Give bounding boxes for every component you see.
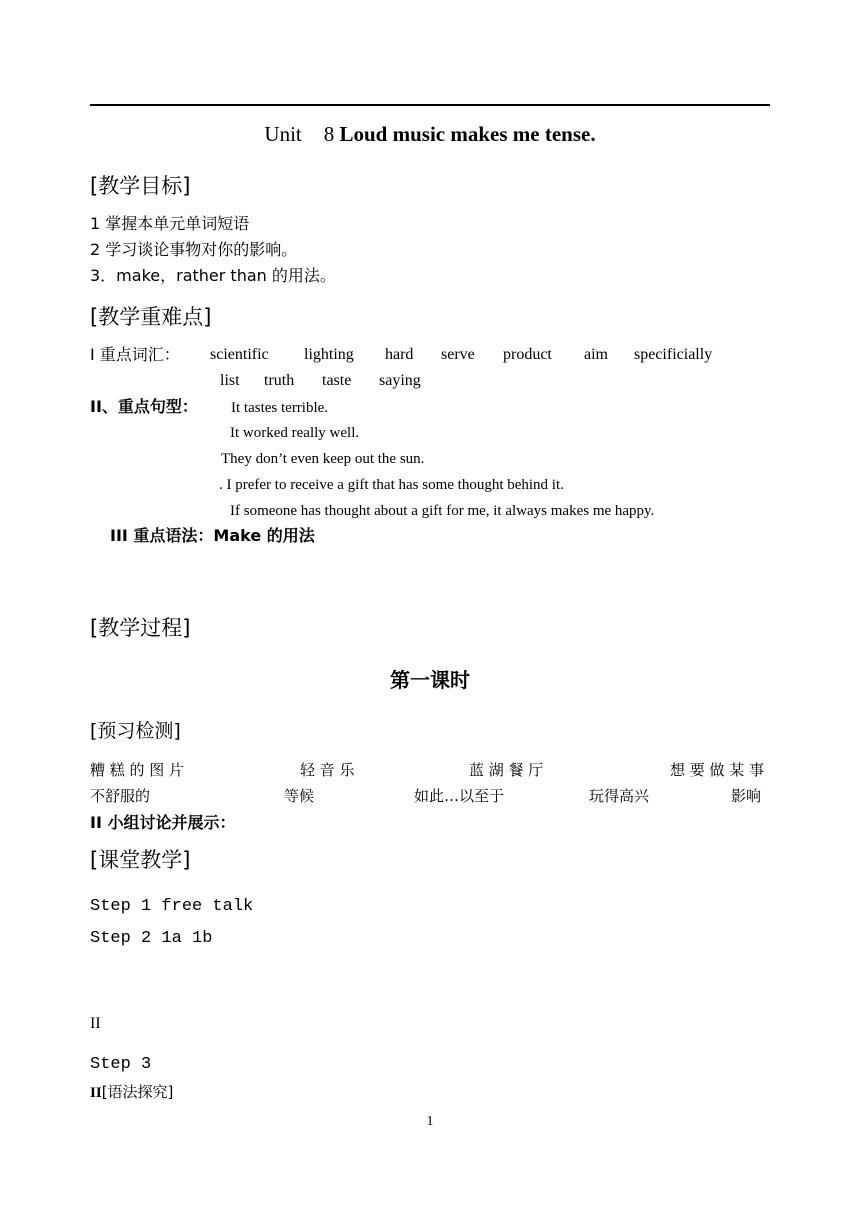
preview-word: 蓝 湖 餐 厅 [469, 761, 544, 779]
section-objectives: [教学目标] [90, 174, 191, 198]
title-text: Loud music makes me tense. [339, 122, 596, 146]
preview-word: 影响 [731, 787, 762, 805]
vocab-word: aim [584, 346, 608, 363]
vocab-word: product [503, 346, 552, 363]
grammar-explore-label: [语法探究] [101, 1083, 174, 1101]
sentence-1: It tastes terrible. [231, 400, 329, 416]
vocab-word: saying [379, 372, 421, 389]
objective-3: 3．make，rather than 的用法。 [90, 266, 336, 285]
vocab-label: I 重点词汇： [90, 345, 180, 364]
lesson-title: 第一课时 [390, 668, 470, 692]
section-process: [教学过程] [90, 616, 191, 640]
sentence-4: . I prefer to receive a gift that has some thought behind it. [219, 477, 564, 493]
sentences-label: II、重点句型： [90, 397, 198, 416]
preview-word: 如此…以至于 [414, 787, 505, 805]
title-number: 8 [323, 122, 335, 146]
sentence-5: If someone has thought about a gift for me, it always makes me happy. [230, 503, 655, 519]
group-discussion: II 小组讨论并展示： [90, 813, 236, 832]
vocab-word: serve [441, 346, 475, 363]
section-classroom: [课堂教学] [90, 848, 191, 872]
grammar-point: III 重点语法：Make 的用法 [110, 526, 315, 545]
vocab-word: hard [385, 346, 414, 363]
vocab-word: scientific [210, 346, 269, 363]
preview-word: 不舒服的 [90, 787, 151, 805]
roman-ii: II [90, 1015, 101, 1032]
objective-2: 2 学习谈论事物对你的影响。 [90, 240, 298, 259]
step-3: Step 3 [90, 1055, 152, 1074]
preview-word: 想 要 做 某 事 [670, 761, 765, 779]
objective-1: 1 掌握本单元单词短语 [90, 214, 250, 233]
vocab-word: lighting [304, 346, 354, 363]
header-rule [90, 104, 770, 106]
grammar-explore [90, 1081, 173, 1104]
page-number: 1 [426, 1114, 434, 1129]
sentence-2: It worked really well. [230, 425, 360, 441]
vocab-word: list [220, 372, 240, 389]
preview-word: 玩得高兴 [589, 787, 650, 805]
grammar-explore-roman: II [90, 1085, 102, 1101]
section-preview: [预习检测] [90, 720, 181, 742]
sentence-3: They don’t even keep out the sun. [221, 451, 425, 467]
preview-word: 等候 [284, 787, 315, 805]
page-title [0, 120, 860, 148]
vocab-word: specificially [634, 346, 713, 363]
vocab-word: truth [264, 372, 295, 389]
preview-word: 轻 音 乐 [300, 761, 355, 779]
step-2: Step 2 1a 1b [90, 929, 213, 948]
section-difficulties: [教学重难点] [90, 305, 212, 329]
preview-word: 糟 糕 的 图 片 [90, 761, 185, 779]
step-1: Step 1 free talk [90, 897, 254, 916]
title-unit: Unit [264, 122, 302, 146]
vocab-word: taste [322, 372, 352, 389]
